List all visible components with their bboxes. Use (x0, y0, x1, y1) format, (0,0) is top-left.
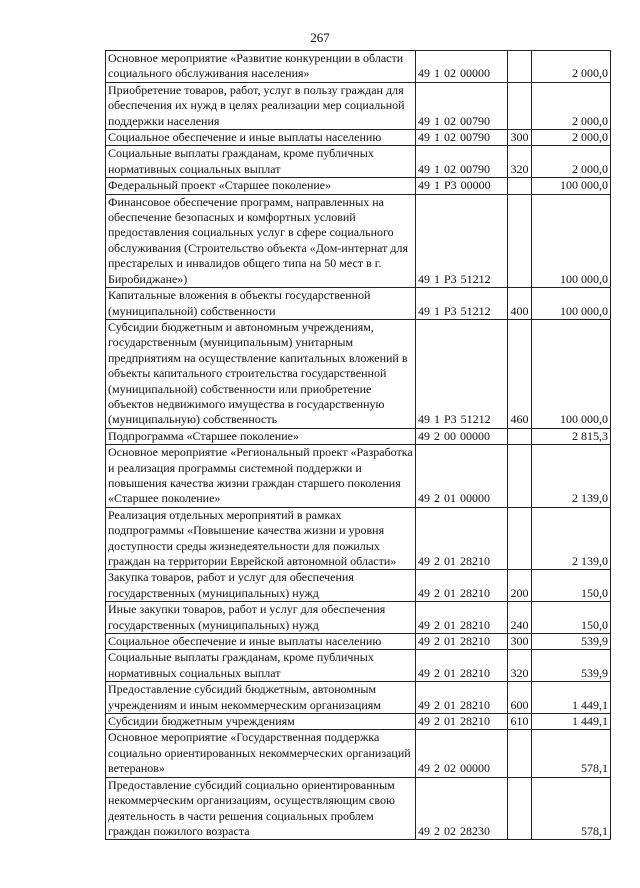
row-code-cell: 49 1 02 00790 (416, 146, 508, 178)
row-name-cell: Федеральный проект «Старшее поколение» (106, 178, 416, 194)
row-amount-cell: 578,1 (532, 777, 611, 840)
row-code-cell: 49 2 01 28210 (416, 602, 508, 634)
row-amount-cell: 2 000,0 (532, 82, 611, 129)
row-name-cell: Социальное обеспечение и иные выплаты населению (106, 130, 416, 146)
row-amount-cell: 578,1 (532, 730, 611, 777)
row-amount-cell: 539,9 (532, 650, 611, 682)
row-name-cell: Основное мероприятие «Государственная поддержка социально ориентированных некоммерческих организаций ветеранов» (106, 730, 416, 777)
row-amount-cell: 1 449,1 (532, 682, 611, 714)
row-code-cell: 49 1 P3 00000 (416, 178, 508, 194)
row-code-cell: 49 2 01 28210 (416, 650, 508, 682)
row-amount-cell: 100 000,0 (532, 319, 611, 428)
row-code-cell: 49 2 01 28210 (416, 634, 508, 650)
row-amount-cell: 2 000,0 (532, 130, 611, 146)
row-vr-cell: 320 (508, 146, 532, 178)
table-row (106, 82, 611, 129)
row-vr-cell (508, 507, 532, 570)
row-amount-cell: 100 000,0 (532, 194, 611, 287)
row-code-cell: 49 1 P3 51212 (416, 288, 508, 320)
row-name-cell: Предоставление субсидий социально ориентированным некоммерческим организациям, осуществляющим свою деятельность в части решения социальных проблем граждан пожилого возраста (106, 777, 416, 840)
row-code-cell: 49 1 P3 51212 (416, 319, 508, 428)
row-amount-cell: 1 449,1 (532, 714, 611, 730)
row-vr-cell (508, 51, 532, 83)
row-vr-cell (508, 82, 532, 129)
table-row (106, 428, 611, 444)
row-amount-cell: 100 000,0 (532, 178, 611, 194)
row-name-cell: Финансовое обеспечение программ, направленных на обеспечение безопасных и комфортных условий предоставления социальных услуг в сфере социального обслуживания (Строительство объекта «Дом-интернат для престарелых и инвалидов общего типа на 50 мест в г. Биробиджане») (106, 194, 416, 287)
row-code-cell: 49 2 00 00000 (416, 428, 508, 444)
row-code-cell: 49 1 02 00790 (416, 82, 508, 129)
table-row (106, 714, 611, 730)
row-name-cell: Основное мероприятие «Развитие конкуренции в области социального обслуживания населения» (106, 51, 416, 83)
row-amount-cell: 2 000,0 (532, 51, 611, 83)
table-row (106, 682, 611, 714)
row-vr-cell: 240 (508, 602, 532, 634)
row-name-cell: Социальные выплаты гражданам, кроме публичных нормативных социальных выплат (106, 650, 416, 682)
table-row (106, 634, 611, 650)
row-name-cell: Субсидии бюджетным учреждениям (106, 714, 416, 730)
row-vr-cell: 300 (508, 130, 532, 146)
table-row (106, 445, 611, 508)
row-amount-cell: 2 815,3 (532, 428, 611, 444)
row-name-cell: Основное мероприятие «Региональный проект «Разработка и реализация программы системной поддержки и повышения качества жизни граждан старшего поколения «Старшее поколение» (106, 445, 416, 508)
row-amount-cell: 150,0 (532, 570, 611, 602)
row-name-cell: Реализация отдельных мероприятий в рамках подпрограммы «Повышение качества жизни и уровня доступности среды жизнедеятельности для пожилых граждан на территории Еврейской автономной области» (106, 507, 416, 570)
row-code-cell: 49 2 01 28210 (416, 682, 508, 714)
table-row (106, 602, 611, 634)
row-amount-cell: 2 139,0 (532, 445, 611, 508)
row-vr-cell: 300 (508, 634, 532, 650)
table-row (106, 570, 611, 602)
row-amount-cell: 539,9 (532, 634, 611, 650)
table-row (106, 51, 611, 83)
row-amount-cell: 150,0 (532, 602, 611, 634)
budget-table (105, 50, 611, 840)
row-vr-cell: 610 (508, 714, 532, 730)
row-vr-cell (508, 194, 532, 287)
row-name-cell: Предоставление субсидий бюджетным, автономным учреждениям и иным некоммерческим организациям (106, 682, 416, 714)
row-amount-cell: 2 139,0 (532, 507, 611, 570)
row-vr-cell: 400 (508, 288, 532, 320)
row-code-cell: 49 2 01 28210 (416, 570, 508, 602)
table-row (106, 319, 611, 428)
row-vr-cell: 460 (508, 319, 532, 428)
row-amount-cell: 2 000,0 (532, 146, 611, 178)
row-name-cell: Капитальные вложения в объекты государственной (муниципальной) собственности (106, 288, 416, 320)
page-number: 267 (310, 30, 330, 45)
row-amount-cell: 100 000,0 (532, 288, 611, 320)
table-row (106, 146, 611, 178)
row-vr-cell (508, 777, 532, 840)
budget-table-body (106, 51, 611, 840)
table-row (106, 288, 611, 320)
row-code-cell: 49 2 01 28210 (416, 507, 508, 570)
row-code-cell: 49 2 02 00000 (416, 730, 508, 777)
row-code-cell: 49 2 01 28210 (416, 714, 508, 730)
table-row (106, 730, 611, 777)
row-name-cell: Субсидии бюджетным и автономным учреждениям, государственным (муниципальным) унитарным предприятиям на осуществление капитальных вложений в объекты капитального строительства государственной (муниципальной) собственности или приобретение объектов недвижимого имущества в государственную (муниципальную) собственность (106, 319, 416, 428)
table-row (106, 777, 611, 840)
row-code-cell: 49 2 02 28230 (416, 777, 508, 840)
row-vr-cell: 320 (508, 650, 532, 682)
row-code-cell: 49 1 P3 51212 (416, 194, 508, 287)
table-row (106, 507, 611, 570)
row-code-cell: 49 1 02 00000 (416, 51, 508, 83)
table-row (106, 178, 611, 194)
row-name-cell: Закупка товаров, работ и услуг для обеспечения государственных (муниципальных) нужд (106, 570, 416, 602)
row-code-cell: 49 1 02 00790 (416, 130, 508, 146)
row-name-cell: Социальные выплаты гражданам, кроме публичных нормативных социальных выплат (106, 146, 416, 178)
row-vr-cell (508, 730, 532, 777)
table-row (106, 130, 611, 146)
table-row (106, 650, 611, 682)
row-name-cell: Приобретение товаров, работ, услуг в пользу граждан для обеспечения их нужд в целях реализации мер социальной поддержки населения (106, 82, 416, 129)
row-code-cell: 49 2 01 00000 (416, 445, 508, 508)
table-row (106, 194, 611, 287)
row-name-cell: Иные закупки товаров, работ и услуг для обеспечения государственных (муниципальных) нужд (106, 602, 416, 634)
row-name-cell: Подпрограмма «Старшее поколение» (106, 428, 416, 444)
row-name-cell: Социальное обеспечение и иные выплаты населению (106, 634, 416, 650)
row-vr-cell: 200 (508, 570, 532, 602)
row-vr-cell: 600 (508, 682, 532, 714)
row-vr-cell (508, 178, 532, 194)
row-vr-cell (508, 428, 532, 444)
row-vr-cell (508, 445, 532, 508)
